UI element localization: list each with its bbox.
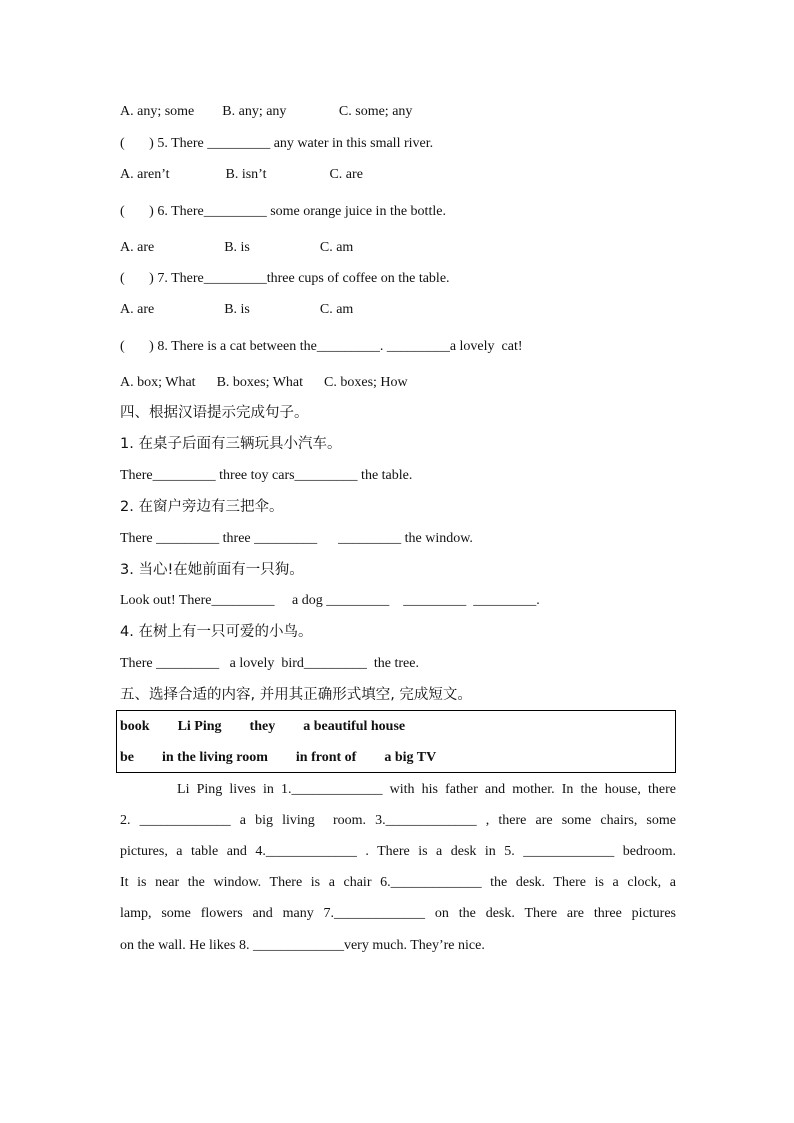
q4-options: A. any; some B. any; any C. some; any: [120, 104, 413, 119]
question-6: ( ) 6. There_________ some orange juice in the bottle.: [120, 204, 446, 219]
passage-line-6: on the wall. He likes 8. _____________very much. They’re nice.: [120, 938, 485, 953]
word-bank-row-1: book Li Ping they a beautiful house: [120, 719, 406, 734]
s4-q4-sentence: There _________ a lovely bird_________ the tree.: [120, 656, 419, 671]
passage-line-5: lamp, some flowers and many 7._____________ on the desk. There are three pictures: [120, 906, 676, 921]
q8-options: A. box; What B. boxes; What C. boxes; How: [120, 375, 408, 390]
s4-q3-sentence: Look out! There_________ a dog _________ _________ _________.: [120, 593, 540, 608]
question-5: ( ) 5. There _________ any water in this small river.: [120, 136, 434, 151]
s4-q4-chinese: 4. 在树上有一只可爱的小鸟。: [120, 624, 313, 640]
question-7: ( ) 7. There_________three cups of coffee on the table.: [120, 271, 450, 286]
question-8: ( ) 8. There is a cat between the_________. _________a lovely cat!: [120, 339, 523, 354]
s4-q1-chinese: 1. 在桌子后面有三辆玩具小汽车。: [120, 436, 342, 452]
passage-line-2: 2. _____________ a big living room. 3._____________ , there are some chairs, some: [120, 813, 676, 828]
q6-options: A. are B. is C. am: [120, 240, 354, 255]
s4-q3-chinese: 3. 当心!在她前面有一只狗。: [120, 562, 304, 578]
s4-q2-sentence: There _________ three _________ _________ the window.: [120, 531, 473, 546]
word-bank-row-2: be in the living room in front of a big TV: [120, 750, 437, 765]
section-5-heading: 五、选择合适的内容, 并用其正确形式填空, 完成短文。: [120, 687, 472, 703]
s4-q1-sentence: There_________ three toy cars_________ the table.: [120, 468, 413, 483]
q5-options: A. aren’t B. isn’t C. are: [120, 167, 363, 182]
section-4-heading: 四、根据汉语提示完成句子。: [120, 405, 309, 421]
passage-line-3: pictures, a table and 4._____________ . There is a desk in 5. _____________ bedroom.: [120, 844, 676, 859]
q7-options: A. are B. is C. am: [120, 302, 354, 317]
s4-q2-chinese: 2. 在窗户旁边有三把伞。: [120, 499, 284, 515]
passage-line-1: Li Ping lives in 1._____________ with his father and mother. In the house, there: [120, 782, 677, 797]
passage-line-4: It is near the window. There is a chair 6._____________ the desk. There is a clock, a: [120, 875, 676, 890]
